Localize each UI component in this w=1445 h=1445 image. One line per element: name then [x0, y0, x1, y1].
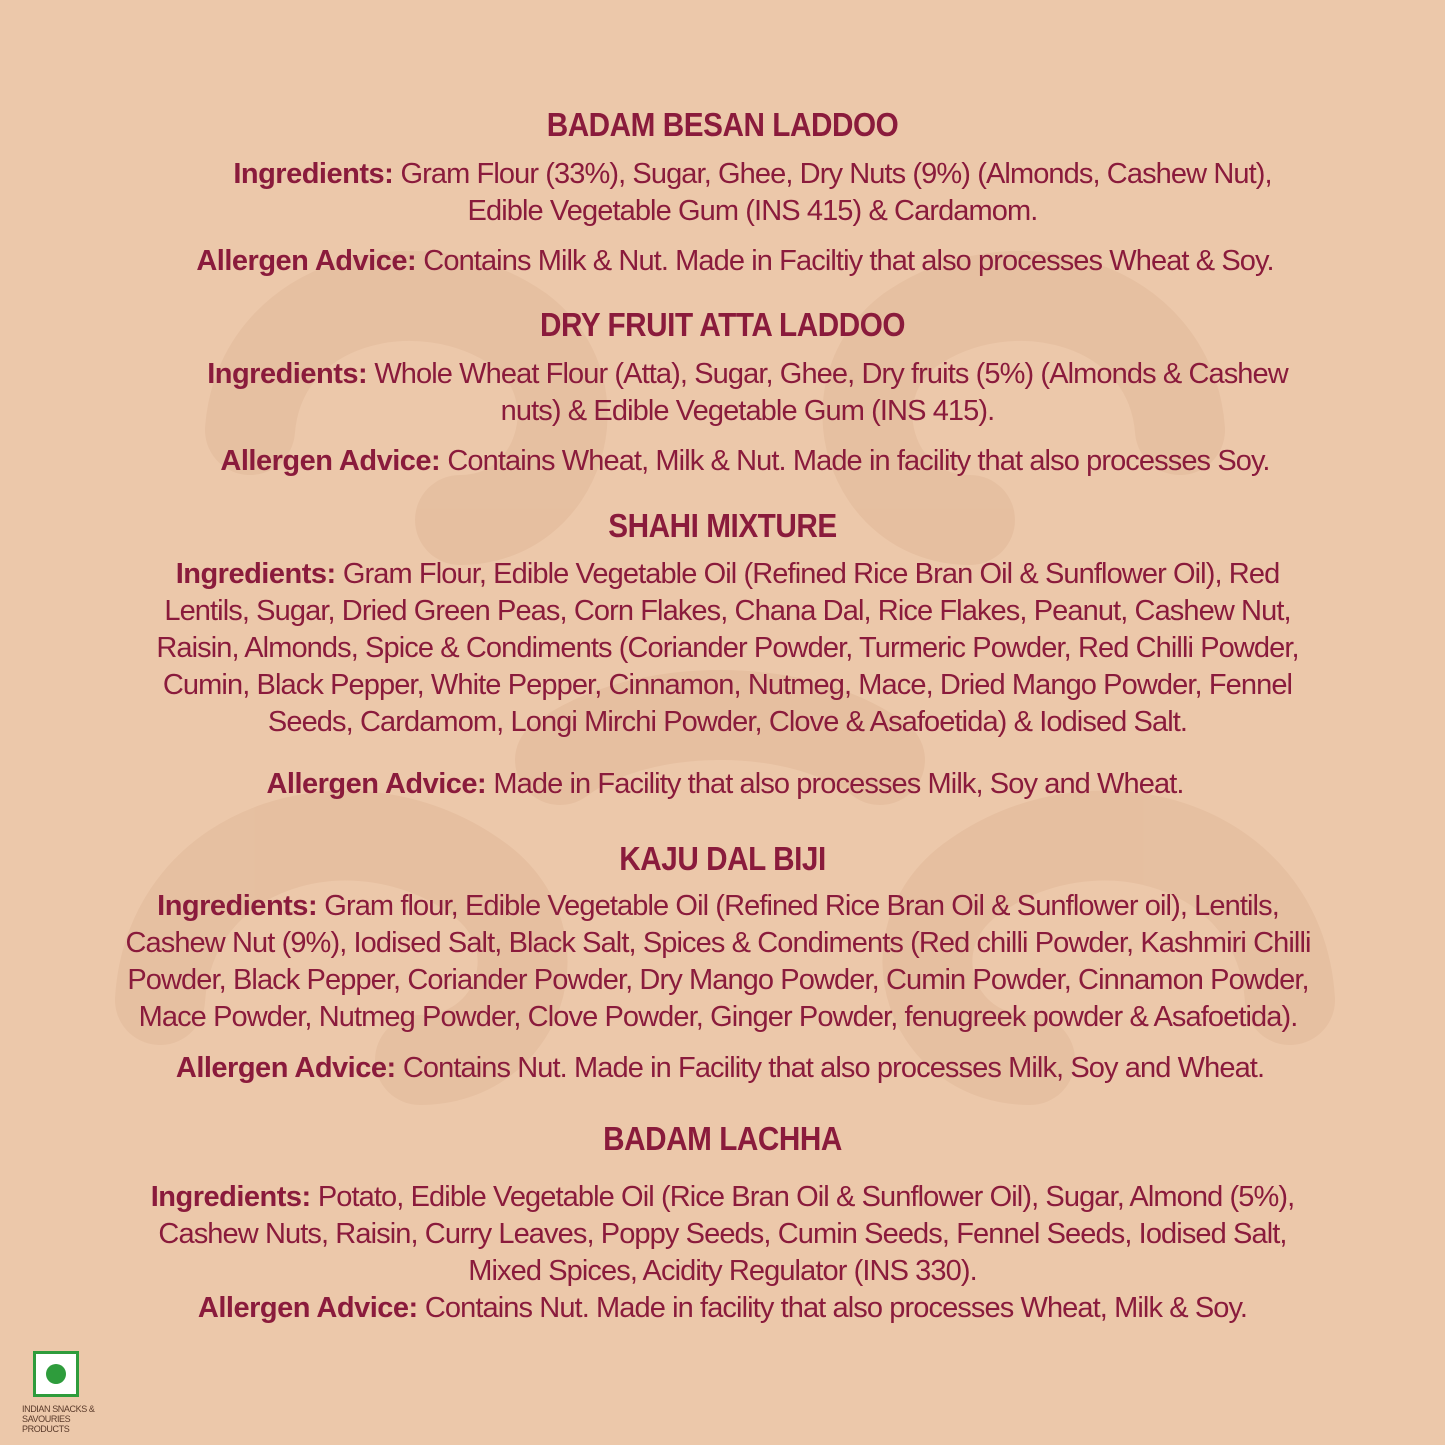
allergen-text — [150, 243, 1320, 280]
ingredients-value: Gram Flour (33%), Sugar, Ghee, Dry Nuts (9%) (Almonds, Cashew Nut), Edible Vegetable Gum (INS 415) & Cardamom. — [400, 158, 1272, 227]
allergen-label: Allergen Advice: — [197, 1292, 418, 1324]
allergen-label: Allergen Advice: — [196, 245, 417, 277]
ingredients-value: Gram Flour, Edible Vegetable Oil (Refined Rice Bran Oil & Sunflower Oil), Red Lentils, Sugar, Dried Green Peas, Corn Flakes, Chana Dal, Rice Flakes, Peanut, Cashew Nut, Raisin, Almonds, Spice & Condiments (Coriander Powder, Turmeric Powder, Red Chilli Powder, Cumin, Black Pepper, White Pepper, Cinnamon, Nutmeg, Mace, Dried Mango Powder, Fennel Seeds, Cardamom, Longi Mirchi Powder, Clove & Asafoetida) & Iodised Salt. — [156, 558, 1299, 738]
allergen-label: Allergen Advice: — [220, 445, 441, 477]
ingredients-value: Whole Wheat Flour (Atta), Sugar, Ghee, Dry fruits (5%) (Almonds & Cashew nuts) & Edible Vegetable Gum (INS 415). — [374, 358, 1288, 427]
allergen-label: Allergen Advice: — [175, 1052, 396, 1084]
allergen-value: Made in Facility that also processes Milk, Soy and Wheat. — [493, 768, 1184, 800]
product-title-shahi-mixture: SHAHI MIXTURE — [608, 507, 837, 544]
allergen-text — [150, 766, 1300, 803]
ingredients-label: Ingredients: — [150, 1181, 311, 1213]
vegetarian-dot — [46, 1364, 66, 1384]
ingredients-label: Ingredients: — [175, 558, 336, 590]
ingredients-label: Ingredients: — [233, 158, 394, 190]
ingredients-label: Ingredients: — [207, 358, 368, 390]
allergen-value: Contains Nut. Made in Facility that also processes Milk, Soy and Wheat. — [402, 1052, 1265, 1084]
vegetarian-mark-icon — [33, 1351, 79, 1397]
ingredients-value: Gram flour, Edible Vegetable Oil (Refined Rice Bran Oil & Sunflower oil), Lentils, Cashew Nut (9%), Iodised Salt, Black Salt, Spices & Condiments (Red chilli Powder, Kashmiri Chilli Powder, Black Pepper, Coriander Powder, Dry Mango Powder, Cumin Powder, Cinnamon Powder, Mace Powder, Nutmeg Powder, Clove Powder, Ginger Powder, fenugreek powder & Asafoetida). — [125, 890, 1311, 1033]
ingredients-text — [118, 888, 1318, 1036]
ingredients-text — [195, 356, 1300, 430]
allergen-label: Allergen Advice: — [266, 768, 487, 800]
ingredients-value: Potato, Edible Vegetable Oil (Rice Bran Oil & Sunflower Oil), Sugar, Almond (5%), Cashew Nuts, Raisin, Curry Leaves, Poppy Seeds, Cumin Seeds, Fennel Seeds, Iodised Salt, Mixed Spices, Acidity Regulator (INS 330). — [158, 1181, 1295, 1287]
product-title-kaju-dal-biji: KAJU DAL BIJI — [619, 840, 826, 877]
ingredients-text — [130, 556, 1325, 741]
allergen-text — [150, 443, 1340, 480]
allergen-value: Contains Nut. Made in facility that also processes Wheat, Milk & Soy. — [424, 1292, 1248, 1324]
allergen-text — [150, 1290, 1295, 1327]
ingredients-text — [210, 156, 1295, 230]
allergen-text — [150, 1050, 1290, 1087]
veg-mark-caption: INDIAN SNACKS & SAVOURIES PRODUCTS — [22, 1404, 95, 1434]
ingredients-label: Ingredients: — [157, 890, 318, 922]
ingredients-text — [140, 1179, 1305, 1290]
product-title-badam-besan-laddoo: BADAM BESAN LADDOO — [546, 106, 899, 143]
allergen-value: Contains Milk & Nut. Made in Faciltiy that also processes Wheat & Soy. — [423, 245, 1274, 277]
product-title-badam-lachha: BADAM LACHHA — [603, 1120, 842, 1157]
allergen-value: Contains Wheat, Milk & Nut. Made in facility that also processes Soy. — [447, 445, 1270, 477]
product-title-dry-fruit-atta-laddoo: DRY FRUIT ATTA LADDOO — [539, 306, 906, 343]
